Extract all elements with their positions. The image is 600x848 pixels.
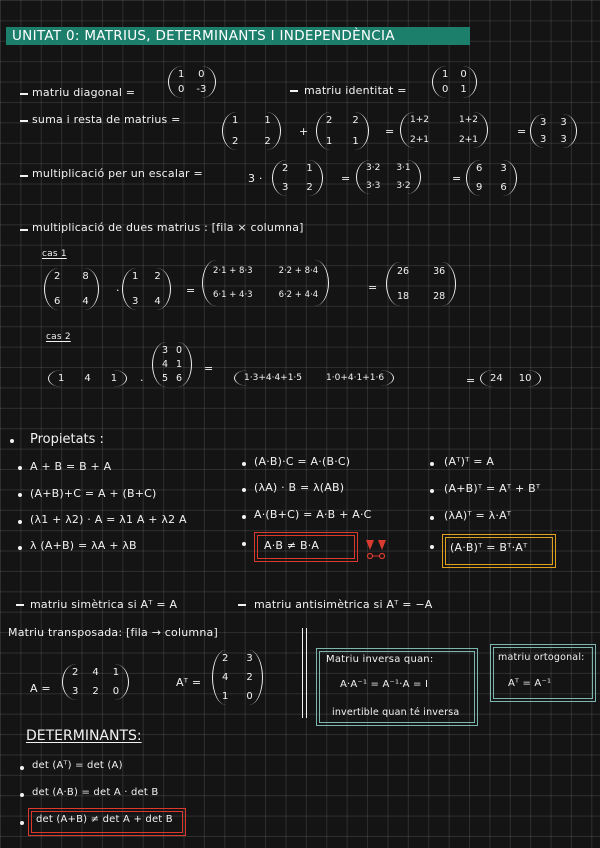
suma-matrix-c (400, 112, 488, 148)
prop-col2-3: A·B ≠ B·A (264, 539, 320, 552)
cell: 0 (246, 691, 253, 702)
cell: 6·2 + 4·4 (278, 290, 319, 300)
cell: 2·1 + 8·3 (213, 266, 253, 276)
bullet (18, 493, 22, 497)
cell: 1·0+4·1+1·6 (326, 373, 385, 383)
suma-result (530, 114, 577, 148)
prop-col1-1: (A+B)+C = A + (B+C) (30, 487, 157, 500)
identity-matrix (432, 66, 477, 98)
dash-marker (20, 229, 28, 231)
equals-sign: = (466, 374, 476, 387)
bullet (18, 466, 22, 470)
bullet (430, 462, 434, 466)
cell: 3 (246, 653, 253, 664)
cell: 2·2 + 8·4 (278, 266, 319, 276)
cell: 10 (518, 373, 532, 384)
cell: 6 (54, 296, 61, 307)
cell: 1 (326, 136, 333, 147)
cell: 9 (476, 182, 483, 193)
cell: 2 (264, 136, 271, 147)
cell: 4 (162, 359, 169, 370)
cell: 0 (178, 84, 185, 95)
cas2-label: cas 2 (46, 332, 71, 342)
bullet (20, 793, 24, 797)
dash-marker (16, 604, 24, 606)
cell: 1 (306, 163, 313, 174)
bullet (20, 821, 24, 825)
cell: 2 (326, 115, 333, 126)
cell: 36 (433, 266, 446, 277)
cell: 2 (306, 182, 313, 193)
cell: 6 (176, 373, 183, 384)
dash-marker (20, 93, 28, 95)
cell: 1 (178, 69, 185, 80)
ortogonal-title: matriu ortogonal: (498, 652, 585, 663)
cell: 1 (110, 373, 118, 384)
prop-col2-0: (A·B)·C = A·(B·C) (254, 455, 351, 468)
equals-sign: = (385, 125, 395, 138)
dash-marker (20, 175, 28, 177)
cell: 1 (222, 691, 229, 702)
cell: 3 (540, 117, 547, 128)
dash-marker (238, 604, 246, 606)
cas1-matrix-a (44, 268, 99, 310)
cell: 3·3 (366, 181, 381, 191)
identitat-label: matriu identitat = (304, 84, 407, 97)
cell: 2 (72, 667, 79, 678)
cas2-matrix-c (234, 370, 394, 386)
diagonal-label: matriu diagonal = (32, 86, 136, 99)
cell: 3·1 (396, 163, 411, 173)
cas1-matrix-c (202, 260, 329, 306)
cas1-label: cas 1 (42, 249, 67, 259)
cell: 8 (82, 271, 89, 282)
cell: 2+1 (410, 135, 429, 145)
cell: 3 (560, 117, 567, 128)
cell: 18 (397, 291, 410, 302)
bullet (242, 542, 246, 546)
cell: 3 (560, 134, 567, 145)
prop-col3-0: (Aᵀ)ᵀ = A (444, 455, 495, 468)
cas2-result (480, 370, 541, 387)
prop-col3-1: (A+B)ᵀ = Aᵀ + Bᵀ (444, 482, 541, 495)
suma-matrix-b (316, 112, 369, 150)
bullet (18, 546, 22, 550)
cell: 1 (352, 136, 359, 147)
cell: 1 (176, 359, 183, 370)
bullet (430, 516, 434, 520)
cell: 0 (176, 345, 183, 356)
bullet (242, 515, 246, 519)
cell: 1 (112, 667, 120, 678)
prop-col1-0: A + B = B + A (30, 460, 112, 473)
prop-col3-2: (λA)ᵀ = λ·Aᵀ (444, 509, 512, 522)
cell: 4 (84, 373, 91, 384)
cell: 4 (154, 296, 161, 307)
cell: 2 (54, 271, 61, 282)
cell: 3 (540, 134, 547, 145)
bullet (242, 488, 246, 492)
cell: 1 (442, 69, 449, 80)
cell: 2+1 (459, 135, 478, 145)
equals-sign: = (204, 362, 214, 375)
bullet (430, 545, 434, 549)
equals-sign: = (368, 281, 378, 294)
cell: 1 (232, 115, 239, 126)
prop-col1-2: (λ1 + λ2) · A = λ1 A + λ2 A (30, 513, 187, 526)
cell: 0 (442, 84, 449, 95)
cell: 28 (433, 291, 446, 302)
cas1-result (386, 262, 456, 306)
equals-sign: = (517, 125, 527, 138)
bullet (10, 439, 14, 443)
bullet (430, 489, 434, 493)
cell: 2 (92, 686, 99, 697)
determinants-title: DETERMINANTS: (26, 728, 142, 744)
cell: 5 (162, 373, 169, 384)
cell: 2 (154, 271, 161, 282)
a-label: A = (30, 682, 51, 695)
inversa-note: invertible quan té inversa (332, 707, 460, 718)
cell: 4 (92, 667, 99, 678)
dot-sign: · (140, 374, 144, 387)
bullet (242, 462, 246, 466)
cell: 1 (132, 271, 139, 282)
matrix-a (62, 664, 129, 700)
diagonal-matrix (168, 66, 216, 98)
cell: 4 (222, 672, 229, 683)
cell: 3 (500, 163, 507, 174)
cell: 2 (246, 672, 253, 683)
prop-col1-3: λ (A+B) = λA + λB (30, 539, 137, 552)
cell: 1 (58, 373, 65, 384)
separator (302, 628, 307, 718)
cell: 2 (352, 115, 359, 126)
cell: 24 (490, 373, 503, 384)
cell: 1+2 (459, 115, 478, 125)
cell: 6 (476, 163, 483, 174)
cas2-matrix-b (152, 342, 192, 387)
cas1-matrix-b (122, 268, 171, 310)
equals-sign: = (186, 284, 196, 297)
scalar-k: 3 · (248, 172, 263, 185)
cell: 26 (397, 266, 410, 277)
transposada-label: Matriu transposada: [fila → columna] (8, 626, 218, 639)
at-label: Aᵀ = (176, 676, 202, 689)
dash-marker (290, 90, 298, 92)
ortogonal-formula: Aᵀ = A⁻¹ (508, 678, 552, 689)
escalar-matrix-a (272, 160, 323, 196)
cell: 2 (222, 653, 229, 664)
page-title: UNITAT 0: MATRIUS, DETERMINANTS I INDEPENDÈNCIA (12, 28, 395, 44)
det-item-0: det (Aᵀ) = det (A) (32, 760, 123, 771)
bullet (18, 520, 22, 524)
cell: 0 (198, 69, 205, 80)
cell: 1+2 (410, 115, 429, 125)
cas2-matrix-a (48, 370, 127, 387)
prop-col3-3: (A·B)ᵀ = Bᵀ·Aᵀ (450, 541, 528, 554)
dash-marker (20, 120, 28, 122)
cell: 3 (72, 686, 79, 697)
matrix-at (212, 650, 263, 705)
cell: 1·3+4·4+1·5 (244, 373, 303, 383)
cell: 6·1 + 4·3 (213, 290, 253, 300)
cell: 0 (460, 69, 467, 80)
escalar-result (466, 160, 517, 196)
prop-col2-2: A·(B+C) = A·B + A·C (254, 508, 372, 521)
escalar-label: multiplicació per un escalar = (32, 167, 203, 180)
equals-sign: = (452, 172, 462, 185)
bullet (20, 766, 24, 770)
escalar-matrix-b (356, 160, 421, 194)
det-item-2: det (A+B) ≠ det A + det B (36, 814, 173, 825)
antisimetrica-label: matriu antisimètrica si Aᵀ = −A (254, 598, 433, 611)
cell: -3 (196, 84, 207, 95)
inversa-formula: A·A⁻¹ = A⁻¹·A = I (340, 679, 429, 690)
cell: 3·2 (366, 163, 381, 173)
det-item-1: det (A·B) = det A · det B (32, 787, 159, 798)
equals-sign: = (341, 172, 351, 185)
cell: 1 (264, 115, 271, 126)
cell: 3·2 (396, 181, 411, 191)
suma-matrix-a (222, 112, 281, 150)
cell: 6 (500, 182, 507, 193)
cell: 3 (162, 345, 169, 356)
prop-col2-1: (λA) · B = λ(AB) (254, 481, 345, 494)
cell: 2 (232, 136, 239, 147)
propietats-title: Propietats : (30, 432, 104, 447)
cell: 3 (282, 182, 289, 193)
cell: 2 (282, 163, 289, 174)
cell: 4 (82, 296, 89, 307)
cell: 3 (132, 296, 139, 307)
simetrica-label: matriu simètrica si Aᵀ = A (30, 598, 178, 611)
warning-icon (364, 538, 390, 562)
plus-sign: + (299, 125, 309, 138)
inversa-title: Matriu inversa quan: (326, 654, 434, 665)
cell: 1 (460, 84, 467, 95)
dot-sign: · (116, 284, 120, 297)
dues-label: multiplicació de dues matrius : [fila × columna] (32, 221, 304, 234)
cell: 0 (112, 686, 120, 697)
suma-label: suma i resta de matrius = (32, 113, 181, 126)
